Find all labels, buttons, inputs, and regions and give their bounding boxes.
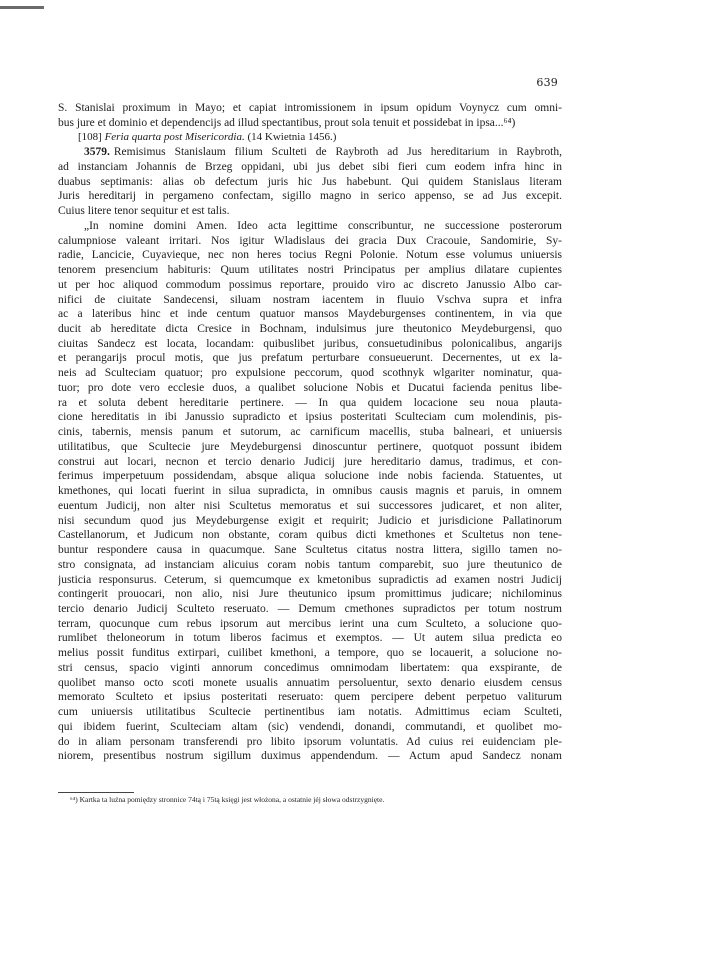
text-line: cum uniuersis utilitatibus Scultecie pertinentibus iam notatis. Admittimus eciam Sculteti,	[58, 706, 562, 719]
text-line: kmethones, qui locati fuerint in silua supradicta, in omnibus causis magnis et paruis, in omnem	[58, 485, 562, 498]
text-line: cinis, tabernis, mensis panum et sutorum, ac carnificum macellis, stuba balneari, et uniuersis	[58, 426, 562, 439]
text-line: „In nomine domini Amen. Ideo acta legittime conscribuntur, ne successione posterorum	[84, 219, 562, 232]
text-line: ciuitas Sandecz est locata, locandam: quibuslibet juribus, consuetudinibus polonicalibus, angarijs	[58, 337, 562, 350]
text-line: Castellanorum, et Judicum non obstante, coram quibus dicti kmethones et Scultetus non tene-	[58, 529, 562, 542]
page-number: 639	[536, 76, 558, 89]
text-line: calumpniose valeant irritari. Nos igitur Wladislaus dei gracia Dux Cracouie, Sandomirie, Sy-	[58, 234, 562, 247]
text-line: memorato Sculteto et ipsius posteritati reseruato: quem percipere debent perpetuo valiturum	[58, 691, 562, 704]
entry-first-line: Remisimus Stanislaum filium Sculteti de Raybroth ad Jus hereditarium in Raybroth,	[113, 146, 562, 159]
entry-number: 3579.	[84, 146, 110, 159]
text-line: justicia responsurus. Ceterum, si quemcumque ex kmetonibus supradictis ad examen nostri Judicij	[58, 573, 562, 586]
text-line: S. Stanislai proximum in Mayo; et capiat intromissionem in ipsum opidum Voynycz cum omni-	[58, 102, 562, 114]
text-line: nisi secundum quod jus Meydeburgense exigit et requirit; Judicio et jurisdicione Pallatinorum	[58, 514, 562, 527]
entry-ref: [108]	[78, 131, 102, 144]
text-line: quolibet manso octo scoti monete usualis annuatim persoluentur, sexto denario eiusdem census	[58, 676, 562, 689]
text-line: ut per hoc aliquod commodum possimus reportare, prouido viro ac discreto Janussio Albo car-	[58, 278, 562, 291]
text-line: stri census, spacio viginti annorum concedimus omnimodam libertatem: qua exspirante, de	[58, 661, 562, 674]
entry-date-latin: Feria quarta post Misericordia.	[104, 131, 245, 144]
text-line: et perangarijs procul motis, que jus prefatum perturbare consueuerunt. Decernentes, ut ex la-	[58, 352, 562, 365]
text-line: construi aut locari, necnon et tercio denario Judicij jure hereditario damus, tradimus, et con-	[58, 455, 562, 468]
text-line: tercio denario Judicij Sculteto reseruato. — Demum cmethones supradictos per totum nostrum	[58, 602, 562, 615]
text-line: nifici de ciuitate Sandecensi, siluam nostram iacentem in fluuio Vschva supra et infra	[58, 293, 562, 306]
text-line: Juris hereditarij in pergameno confectam, sigillo magno in serico appenso, se ad Jus excepit.	[58, 190, 562, 203]
text-line: ducit ab hereditate dicta Cresice in Bochnam, indulsimus jure theutonico Meydeburgensi, quo	[58, 323, 562, 336]
text-line: niorem, presentibus nostrum sigillum duximus appendendum. — Actum apud Sandecz nonam	[58, 750, 562, 763]
footnote: ⁶⁴) Kartka ta luźna pomiędzy stronnice 74tą i 75tą księgi jest włożona, a ostatnie jéj słowa odstrzygnięte.	[70, 795, 385, 804]
text-line: ra et soluta debent hereditarie pertinere. — In qua quidem locacione seu noua plauta-	[58, 396, 562, 409]
scan-edge-mark	[0, 6, 44, 9]
text-line: utilitatibus, que Scultecie jure Meydeburgensi dinoscuntur pertinere, quotquot possunt ibidem	[58, 440, 562, 453]
text-line: tuor; pro dote vero ecclesie duos, a qualibet solucione Nobis et Ducatui facienda penitus libe-	[58, 381, 562, 394]
text-line: ac a lateribus hinc et inde centum quatuor mansos Maydeburgenses continentem, in via que	[58, 308, 562, 321]
text-line: neis ad Sculteciam quatuor; pro expulsione peccorum, quod scothnyk wlgariter nominatur, qua-	[58, 367, 562, 380]
paragraph-continuation	[58, 101, 562, 130]
text-line: cione hereditatis in ibi Janussio supradicto et ipsius posteritati Sculteciam cum molendinis, pis-	[58, 411, 562, 424]
charter-paragraph	[58, 219, 562, 764]
text-line: rumlibet theloneorum in totum liberos facimus et exemptos. — Ut autem silua predicta eo	[58, 632, 562, 645]
text-line: stro consignata, ad instanciam alicuius coram nobis tantum comparebit, suo jure theutunico de	[58, 558, 562, 571]
text-line: duabus septimanis: alias ob defectum juris hic Jus habebunt. Qui quidem Stanislaus literam	[58, 175, 562, 188]
text-line: ad instanciam Johannis de Brzeg oppidani, ubi jus debet sibi fieri cum eodem infra hinc in	[58, 160, 562, 173]
body-text	[58, 101, 562, 764]
footnote-rule	[58, 792, 134, 793]
entry-paragraph	[58, 145, 562, 219]
text-line: radie, Lancicie, Cuyavieque, nec non heres tocius Regni Polonie. Notum esse volumus uniuersis	[58, 249, 562, 262]
entry-meta	[58, 130, 562, 145]
text-line: buntur respondere causa in quacumque. Sane Scultetus citatus nostra littera, sigillo tamen no-	[58, 544, 562, 557]
text-line: bus jure et dominio et dependencijs ad illud spectantibus, prout sola tenuit et possidebat in ipsa...⁶⁴)	[58, 116, 516, 129]
text-line: euentum Judicij, non alter nisi Scultetus memoratus et sui successores judicaret, et non aliter,	[58, 499, 562, 512]
text-line: contingerit prouocari, non alio, nisi Jure theutunico ipsum promittimus judicare; nichilominus	[58, 588, 562, 601]
text-line: melius possit funditus extirpari, cuilibet kmethoni, a tempore, quo se locauerit, a solucione no-	[58, 647, 562, 660]
text-line: Cuius litere tenor sequitur et est talis.	[58, 205, 230, 218]
text-line: terram, quocunque cum rebus ipsorum aut mercibus ierint una cum Sculteto, a solucione quo-	[58, 617, 562, 630]
text-line: tenorem presencium habituris: Quum utilitates nostri Principatus per amplius dilatare cupientes	[58, 264, 562, 277]
text-line: ferimus imperpetuum possidendam, absque aliqua solucione inde nobis facienda. Statuentes, ut	[58, 470, 562, 483]
text-line: qui ibidem fuerint, Sculteciam altam (sic) vendendi, donandi, commutandi, et quolibet mo-	[58, 720, 562, 733]
text-line: do in aliam personam transferendi pro libito ipsorum voluntatis. Ad cuius rei euidenciam ple-	[58, 735, 562, 748]
text-line	[58, 145, 562, 160]
entry-date-polish: (14 Kwietnia 1456.)	[247, 131, 337, 144]
